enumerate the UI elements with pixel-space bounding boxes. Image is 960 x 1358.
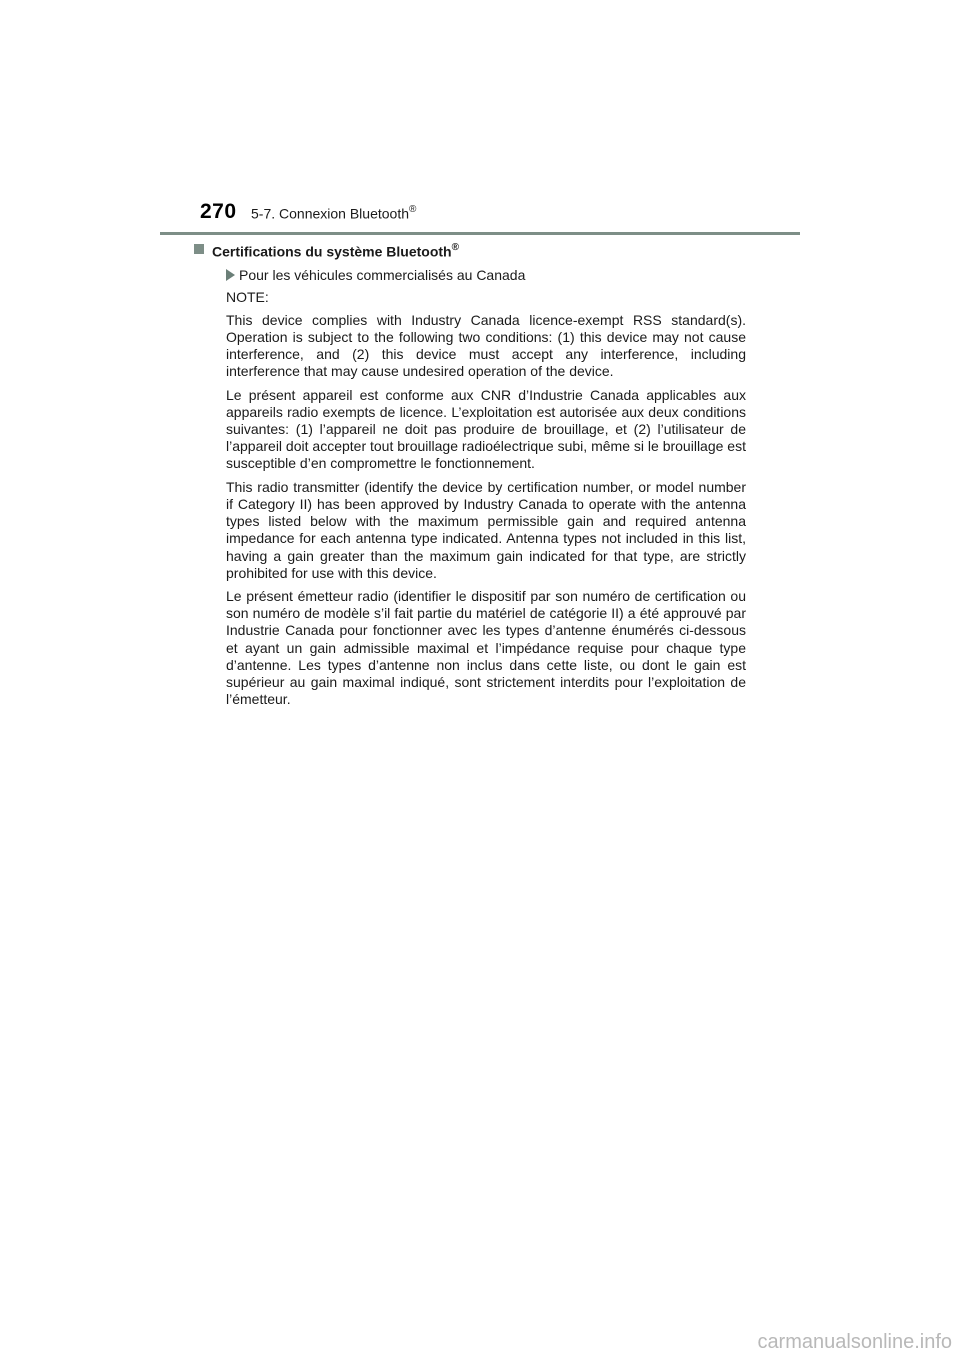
paragraph-ic-compliance-fr: Le présent appareil est conforme aux CNR d’Industrie Canada applicables aux appareils radio exempts de licence. L’exploitation est autorisée aux deux conditions suivantes: (1) l’appareil ne doit pas produire de brouillage, et (2) l’utilisateur de l’appareil doit accepter tout brouillage radioélectrique subi, même si le brouillage est susceptible d’en compromettre le fonctionnement. xyxy=(226,386,746,472)
page-number: 270 xyxy=(200,200,237,223)
heading-registered-mark: ® xyxy=(451,242,459,253)
footer-watermark: carmanualsonline.info xyxy=(757,1331,952,1353)
triangle-right-icon xyxy=(226,269,235,281)
section-title-text: 5-7. Connexion Bluetooth xyxy=(251,205,409,222)
heading-text xyxy=(212,240,459,261)
registered-mark: ® xyxy=(409,204,417,215)
heading-title: Certifications du système Bluetooth xyxy=(212,243,452,260)
header-divider xyxy=(160,232,800,235)
paragraph-transmitter-en: This radio transmitter (identify the device by certification number, or model number if Category II) has been approved by Industry Canada to operate with the antenna types listed below with the maximum permissible gain and required antenna impedance for each antenna type indicated. Antenna types not included in this list, having a gain greater than the maximum gain indicated for that type, are strictly prohibited for use with this device. xyxy=(226,478,746,581)
page-content xyxy=(194,240,746,714)
section-heading xyxy=(194,240,746,261)
subitem-label: Pour les véhicules commercialisés au Canada xyxy=(239,266,526,283)
subitem-canada xyxy=(194,266,746,284)
section-title xyxy=(251,205,416,222)
paragraph-transmitter-fr: Le présent émetteur radio (identifier le dispositif par son numéro de certification ou son numéro de modèle s’il fait partie du matériel de catégorie II) a été approuvé par Industrie Canada pour fonctionner avec les types d’antenne énumérés ci-dessous et ayant un gain admissible maximal et l’impédance requise pour chaque type d’antenne. Les types d’antenne non inclus dans cette liste, ou dont le gain est supérieur au gain maximal indiqué, sont strictement interdits pour l’exploitation de l’émetteur. xyxy=(226,587,746,708)
paragraph-ic-compliance-en: This device complies with Industry Canada licence-exempt RSS standard(s). Operation is subject to the following two conditions: (1) this device may not cause interference, and (2) this device must accept any interference, including interference that may cause undesired operation of the device. xyxy=(226,311,746,380)
square-bullet-icon xyxy=(194,244,204,254)
paragraph-note: NOTE: xyxy=(226,288,269,305)
